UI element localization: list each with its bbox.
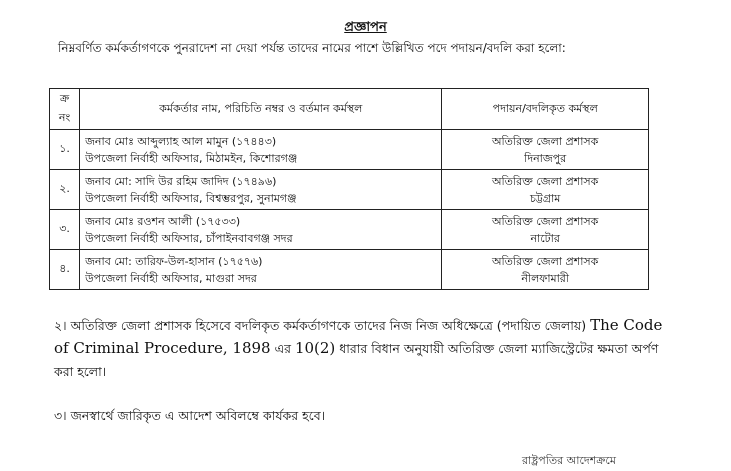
posting-designation: অতিরিক্ত জেলা প্রশাসক — [492, 174, 599, 188]
officer-current-post: উপজেলা নির্বাহী অফিসার, চাঁপাইনবাবগঞ্জ সদর — [85, 231, 293, 245]
row-serial: ৩. — [50, 210, 80, 250]
posting-cell — [442, 250, 649, 290]
posting-designation: অতিরিক্ত জেলা প্রশাসক — [492, 214, 599, 228]
officer-name: জনাব মো: সাদি উর রহিম জাদিদ (১৭৪৯৬) — [85, 174, 277, 188]
posting-designation: অতিরিক্ত জেলা প্রশাসক — [492, 254, 599, 268]
posting-table — [49, 88, 649, 290]
document-title: প্রজ্ঞাপন — [344, 20, 387, 35]
paragraph-2-text-c: ধারার বিধান অনুযায়ী অতিরিক্ত জেলা ম্যাজিস্ট্রেটের ক্ষমতা অর্পণ করা হলো। — [54, 341, 659, 379]
header-officer: কর্মকর্তার নাম, পরিচিতি নম্বর ও বর্তমান কর্মস্থল — [80, 89, 442, 130]
officer-current-post: উপজেলা নির্বাহী অফিসার, বিশ্বম্ভরপুর, সুনামগঞ্জ — [85, 191, 297, 205]
header-posting: পদায়ন/বদলিকৃত কর্মস্থল — [442, 89, 649, 130]
posting-cell — [442, 210, 649, 250]
posting-district: চট্টগ্রাম — [529, 191, 561, 205]
table-row — [50, 130, 649, 170]
posting-district: দিনাজপুর — [524, 151, 567, 165]
row-serial: ২. — [50, 170, 80, 210]
header-serial: ক্র নং — [50, 89, 80, 130]
paragraph-2-text-a: ২। অতিরিক্ত জেলা প্রশাসক হিসেবে বদলিকৃত কর্মকর্তাগণকে তাদের নিজ নিজ অধিক্ষেত্রে (পদায়িত জেলায়) — [54, 318, 587, 333]
row-serial: ১. — [50, 130, 80, 170]
officer-cell — [80, 170, 442, 210]
table-header-row — [50, 89, 649, 130]
table-row — [50, 250, 649, 290]
posting-cell — [442, 170, 649, 210]
officer-cell — [80, 130, 442, 170]
row-serial: ৪. — [50, 250, 80, 290]
signature-line: রাষ্ট্রপতির আদেশক্রমে — [522, 454, 616, 467]
table-row — [50, 170, 649, 210]
officer-name: জনাব মো: তারিফ-উল-হাসান (১৭৫৭৬) — [85, 254, 263, 268]
officer-current-post: উপজেলা নির্বাহী অফিসার, মিঠামইন, কিশোরগঞ্জ — [85, 151, 298, 165]
officer-name: জনাব মোঃ রওশন আলী (১৭৫৩৩) — [85, 214, 241, 228]
paragraph-2 — [54, 314, 676, 383]
code-citation: The Code of Criminal Procedure, 1898 — [54, 316, 663, 357]
officer-cell — [80, 250, 442, 290]
section-citation: 10(2) — [294, 339, 336, 357]
officer-current-post: উপজেলা নির্বাহী অফিসার, মাগুরা সদর — [85, 271, 257, 285]
posting-designation: অতিরিক্ত জেলা প্রশাসক — [492, 134, 599, 148]
intro-text: নিম্নবর্ণিত কর্মকর্তাগণকে পুনরাদেশ না দেয়া পর্যন্ত তাদের নামের পাশে উল্লিখিত পদে পদায়ন/বদলি করা হলো: — [58, 41, 566, 55]
posting-cell — [442, 130, 649, 170]
paragraph-3: ৩। জনস্বার্থে জারিকৃত এ আদেশ অবিলম্বে কার্যকর হবে। — [54, 408, 326, 423]
officer-name: জনাব মোঃ আব্দুল্যাহ আল মামুন (১৭৪৪৩) — [85, 134, 277, 148]
posting-district: নাটোর — [530, 231, 560, 245]
table-row — [50, 210, 649, 250]
posting-district: নীলফামারী — [521, 271, 570, 285]
officer-cell — [80, 210, 442, 250]
paragraph-2-text-b: এর — [274, 341, 291, 356]
